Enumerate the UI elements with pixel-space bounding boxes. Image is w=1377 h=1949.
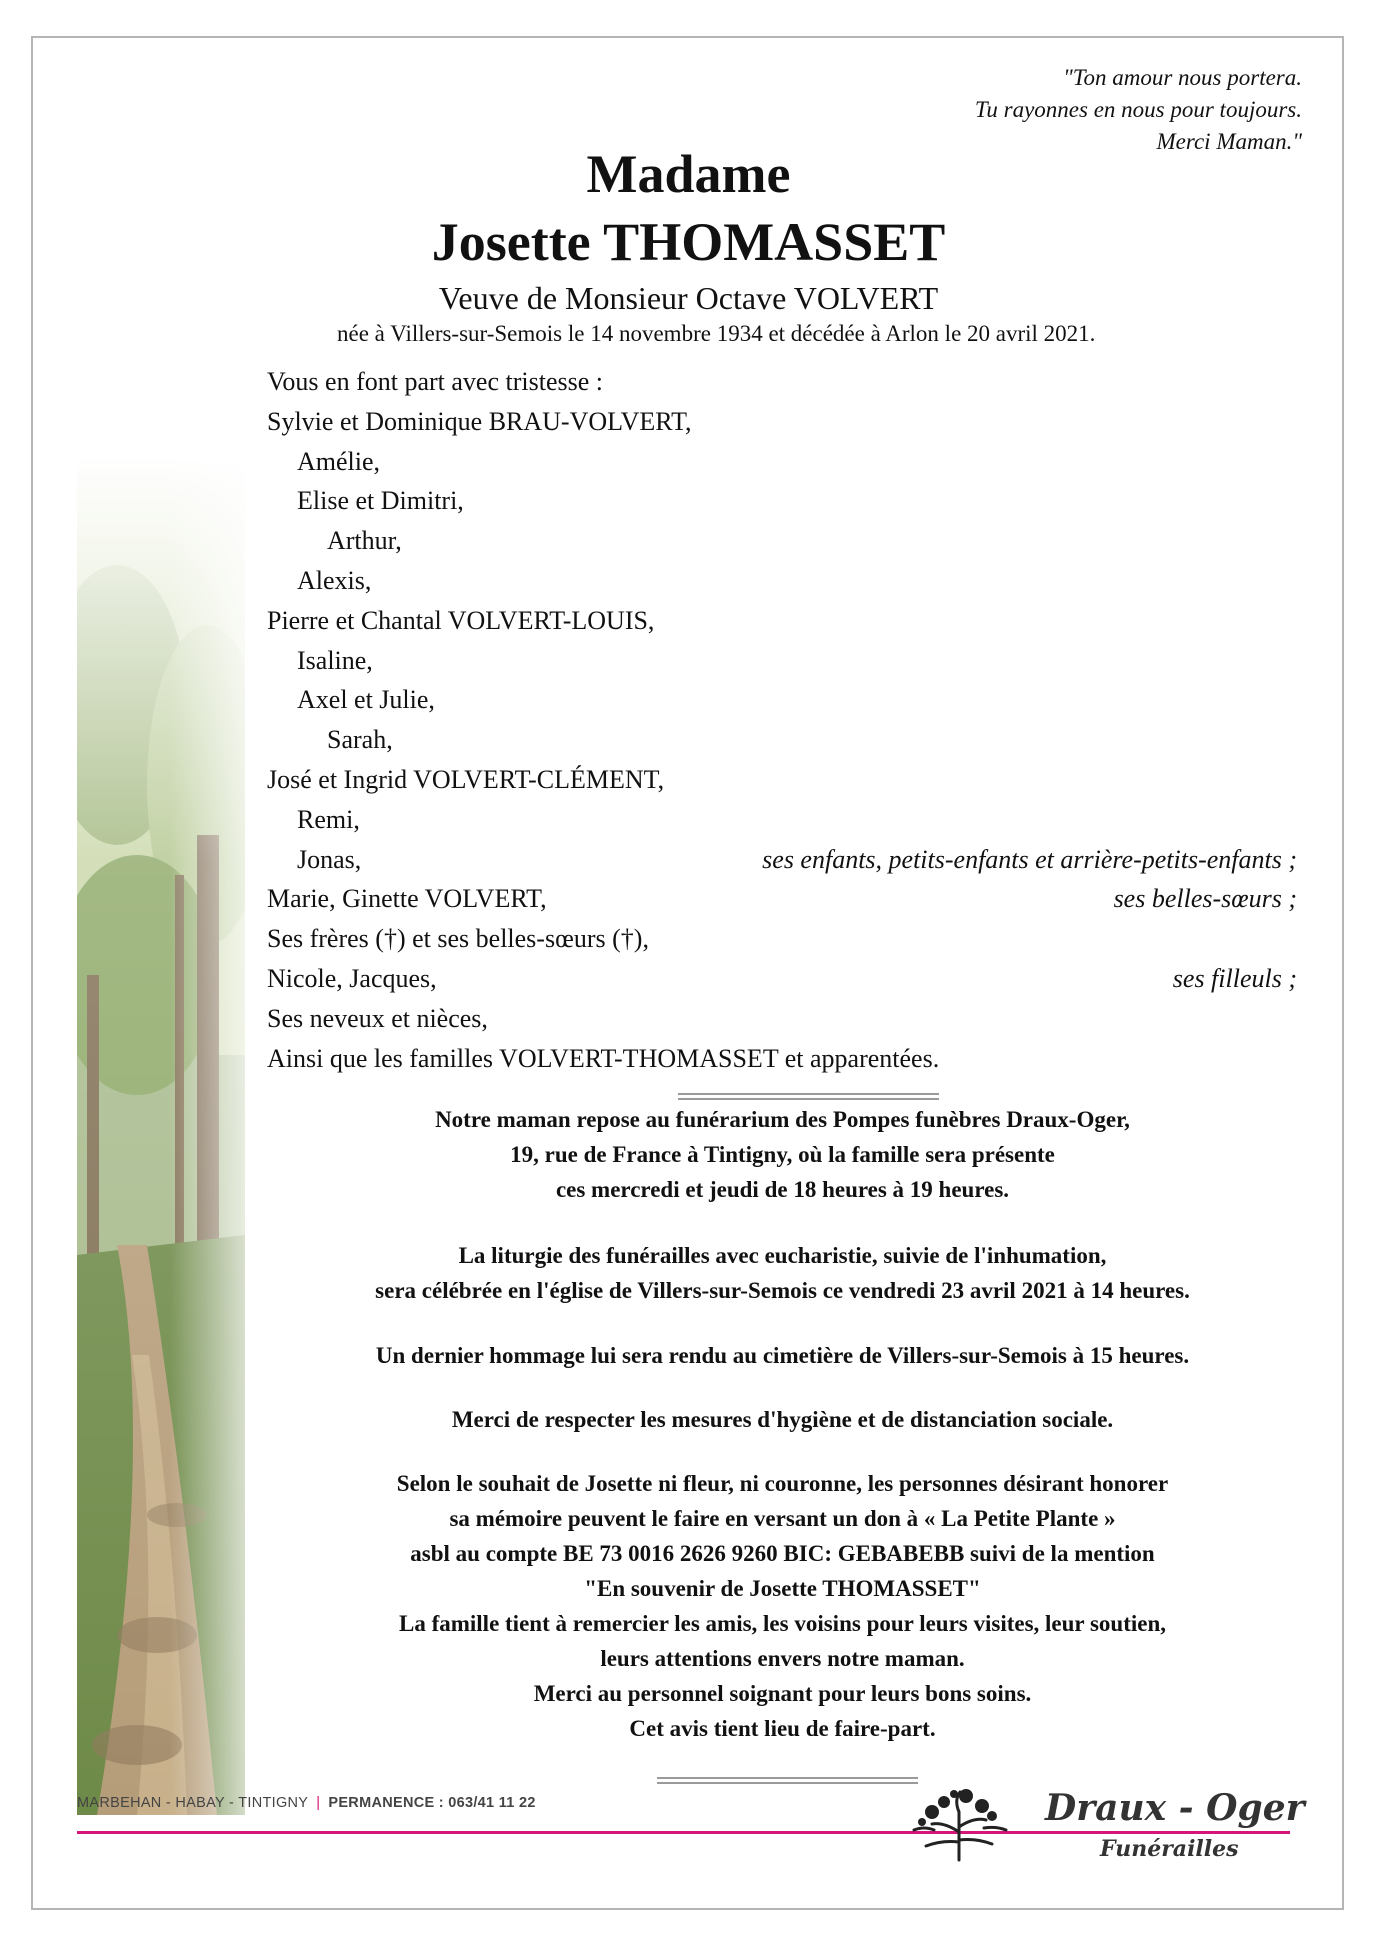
family-list xyxy=(267,362,1297,1078)
footer-permanence: PERMANENCE : 063/41 11 22 xyxy=(328,1795,536,1811)
info-line: 19, rue de France à Tintigny, où la famille sera présente xyxy=(510,1142,1055,1167)
family-line xyxy=(267,879,1297,919)
family-line xyxy=(267,959,1297,999)
family-member: Marie, Ginette VOLVERT, xyxy=(267,884,547,914)
tree-logo-icon xyxy=(904,1782,1014,1862)
info-line: Merci de respecter les mesures d'hygiène et de distanciation sociale. xyxy=(451,1407,1114,1432)
info-cemetery xyxy=(265,1338,1300,1373)
quote-line: Merci Maman." xyxy=(1156,129,1302,154)
family-line xyxy=(267,760,1297,800)
family-role: ses enfants, petits-enfants et arrière-petits-enfants ; xyxy=(762,844,1297,874)
brand-name: Draux - Oger xyxy=(1045,1787,1305,1829)
family-member: Amélie, xyxy=(297,446,381,476)
family-member: Ainsi que les familles VOLVERT-THOMASSET et apparentées. xyxy=(267,1043,940,1073)
family-role: ses belles-sœurs ; xyxy=(1113,884,1297,914)
family-member: Axel et Julie, xyxy=(297,685,435,715)
footer-accent-line xyxy=(77,1831,1290,1834)
family-line xyxy=(267,1039,1297,1079)
family-role: ses filleuls ; xyxy=(1172,963,1297,993)
info-line: Un dernier hommage lui sera rendu au cimetière de Villers-sur-Semois à 15 heures. xyxy=(375,1343,1190,1368)
family-line xyxy=(267,680,1297,720)
info-line: La liturgie des funérailles avec eucharistie, suivie de l'inhumation, xyxy=(458,1243,1107,1268)
family-member: Pierre et Chantal VOLVERT-LOUIS, xyxy=(267,605,655,635)
family-member: Elise et Dimitri, xyxy=(297,486,464,516)
info-line: La famille tient à remercier les amis, les voisins pour leurs visites, leur soutien, xyxy=(398,1611,1167,1636)
family-intro: Vous en font part avec tristesse : xyxy=(267,367,603,396)
deceased-name: Josette THOMASSET xyxy=(431,212,946,272)
footer-contact xyxy=(77,1795,536,1811)
info-line: asbl au compte BE 73 0016 2626 9260 BIC: GEBABEBB suivi de la mention xyxy=(410,1541,1155,1566)
family-member: Arthur, xyxy=(327,526,402,556)
family-line xyxy=(267,442,1297,482)
birth-death-line: née à Villers-sur-Semois le 14 novembre 1934 et décédée à Arlon le 20 avril 2021. xyxy=(337,321,1096,346)
family-member: Alexis, xyxy=(297,565,372,595)
family-line xyxy=(267,840,1297,880)
family-member: Sarah, xyxy=(327,725,393,755)
honorific-title: Madame xyxy=(586,144,791,204)
family-member: Jonas, xyxy=(297,844,362,874)
family-member: Isaline, xyxy=(297,645,373,675)
family-member: José et Ingrid VOLVERT-CLÉMENT, xyxy=(267,764,665,794)
brand-subtitle: Funérailles xyxy=(1100,1836,1239,1862)
info-liturgy xyxy=(265,1238,1300,1308)
family-member: Ses frères (†) et ses belles-sœurs (†), xyxy=(267,924,649,954)
info-funerarium xyxy=(265,1102,1300,1207)
info-hygiene xyxy=(265,1402,1300,1437)
info-line: Cet avis tient lieu de faire-part. xyxy=(629,1716,936,1741)
info-line: Merci au personnel soignant pour leurs bons soins. xyxy=(533,1681,1032,1706)
info-line: sa mémoire peuvent le faire en versant un don à « La Petite Plante » xyxy=(449,1506,1116,1531)
divider xyxy=(657,1777,918,1784)
info-line: Notre maman repose au funérarium des Pompes funèbres Draux-Oger, xyxy=(435,1107,1130,1132)
info-donation xyxy=(265,1466,1300,1746)
family-line xyxy=(267,521,1297,561)
quote-line: Tu rayonnes en nous pour toujours. xyxy=(974,97,1302,122)
quote-line: "Ton amour nous portera. xyxy=(1063,65,1302,90)
info-line: Selon le souhait de Josette ni fleur, ni couronne, les personnes désirant honorer xyxy=(396,1471,1169,1496)
footer-separator: | xyxy=(316,1795,321,1811)
family-line xyxy=(267,481,1297,521)
widow-line: Veuve de Monsieur Octave VOLVERT xyxy=(438,280,939,316)
info-line: sera célébrée en l'église de Villers-sur-Semois ce vendredi 23 avril 2021 à 14 heures. xyxy=(375,1278,1190,1303)
family-member: Sylvie et Dominique BRAU-VOLVERT, xyxy=(267,406,692,436)
info-line: leurs attentions envers notre maman. xyxy=(600,1646,965,1671)
family-line xyxy=(267,402,1297,442)
footer-locations: MARBEHAN - HABAY - TINTIGNY xyxy=(77,1795,309,1811)
info-line: "En souvenir de Josette THOMASSET" xyxy=(584,1576,981,1601)
family-line xyxy=(267,800,1297,840)
family-member: Nicole, Jacques, xyxy=(267,963,437,993)
family-line xyxy=(267,999,1297,1039)
info-line: ces mercredi et jeudi de 18 heures à 19 heures. xyxy=(555,1177,1010,1202)
family-line xyxy=(267,641,1297,681)
family-line xyxy=(267,919,1297,959)
family-member: Remi, xyxy=(297,804,360,834)
family-line xyxy=(267,720,1297,760)
family-member: Ses neveux et nièces, xyxy=(267,1003,488,1033)
family-line xyxy=(267,561,1297,601)
forest-path-image xyxy=(77,455,245,1815)
family-line xyxy=(267,601,1297,641)
divider xyxy=(678,1093,939,1100)
